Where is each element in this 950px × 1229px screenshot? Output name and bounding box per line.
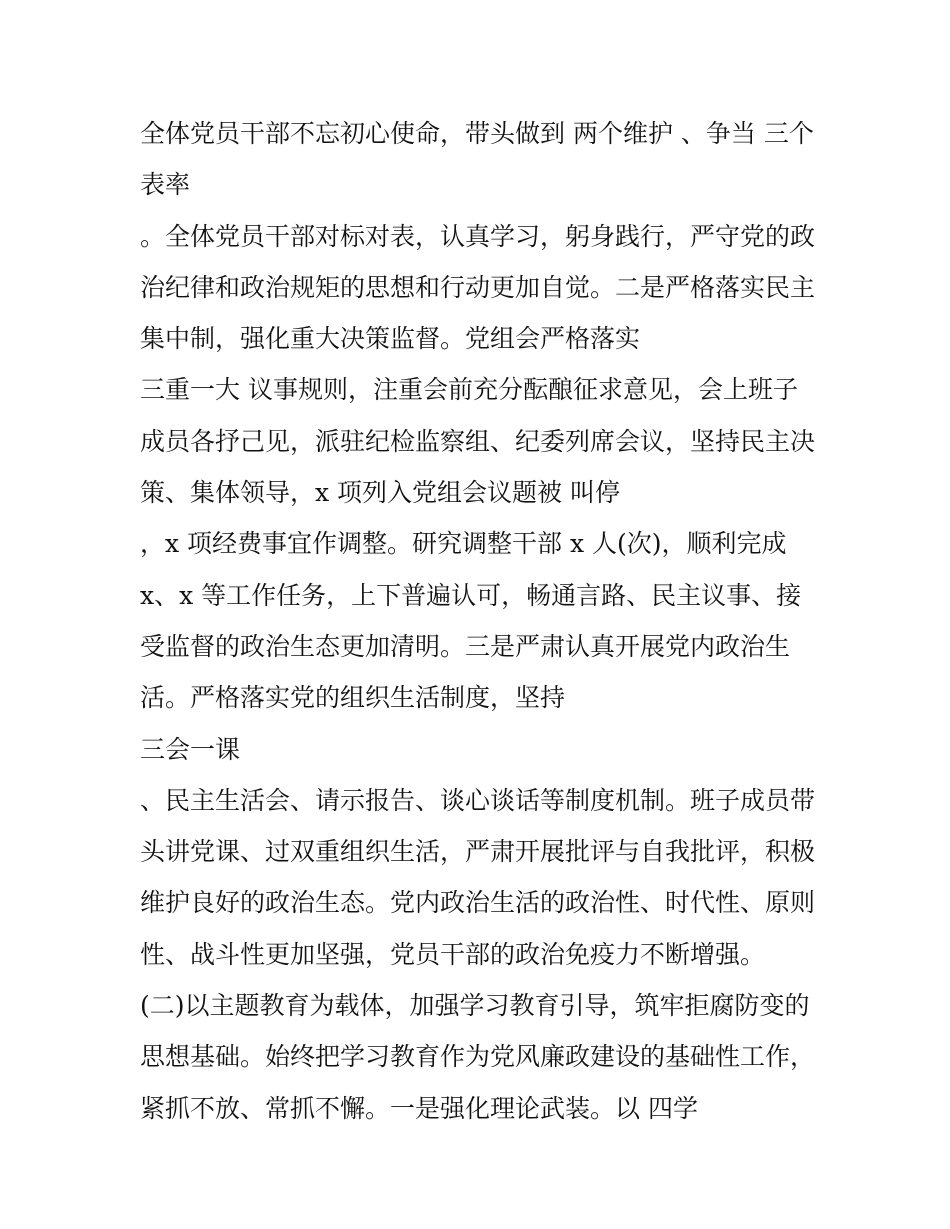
document-body [140, 108, 820, 1134]
text-line: 头讲党课、过双重组织生活，严肃开展批评与自我批评，积极 [140, 837, 816, 867]
text-line: 集中制，强化重大决策监督。党组会严格落实 [140, 324, 641, 354]
text-line: 紧抓不放、常抓不懈。一是强化理论武装。以 四学 [140, 1093, 698, 1123]
text-line: 三会一课 [140, 734, 241, 764]
text-line: 全体党员干部不忘初心使命，带头做到 两个维护 、争当 三个 [140, 119, 814, 148]
text-line: 三重一大 议事规则，注重会前充分酝酿征求意见，会上班子 [140, 375, 798, 405]
text-line: ，x 项经费事宜作调整。研究调整干部 x 人(次)，顺利完成 [140, 529, 787, 559]
text-line: 。全体党员干部对标对表，认真学习，躬身践行，严守党的政 [140, 221, 816, 251]
text-line: 成员各抒己见，派驻纪检监察组、纪委列席会议，坚持民主决 [140, 426, 816, 456]
text-line: x、x 等工作任务，上下普遍认可，畅通言路、民主议事、接 [140, 580, 802, 610]
text-line: 维护良好的政治生态。党内政治生活的政治性、时代性、原则 [140, 888, 816, 918]
text-line: 思想基础。始终把学习教育作为党风廉政建设的基础性工作， [140, 1042, 816, 1072]
text-line: 受监督的政治生态更加清明。三是严肃认真开展党内政治生 [140, 631, 791, 661]
text-line: (二)以主题教育为载体，加强学习教育引导，筑牢拒腐防变的 [140, 991, 810, 1021]
text-line: 策、集体领导，x 项列入党组会议题被 叫停 [140, 478, 620, 508]
text-line: 表率 [140, 170, 191, 200]
text-line: 、民主生活会、请示报告、谈心谈话等制度机制。班子成员带 [140, 785, 816, 815]
text-line: 治纪律和政治规矩的思想和行动更加自觉。二是严格落实民主 [140, 272, 816, 302]
text-line: 活。严格落实党的组织生活制度，坚持 [140, 683, 566, 713]
text-line: 性、战斗性更加坚强，党员干部的政治免疫力不断增强。 [140, 939, 766, 969]
